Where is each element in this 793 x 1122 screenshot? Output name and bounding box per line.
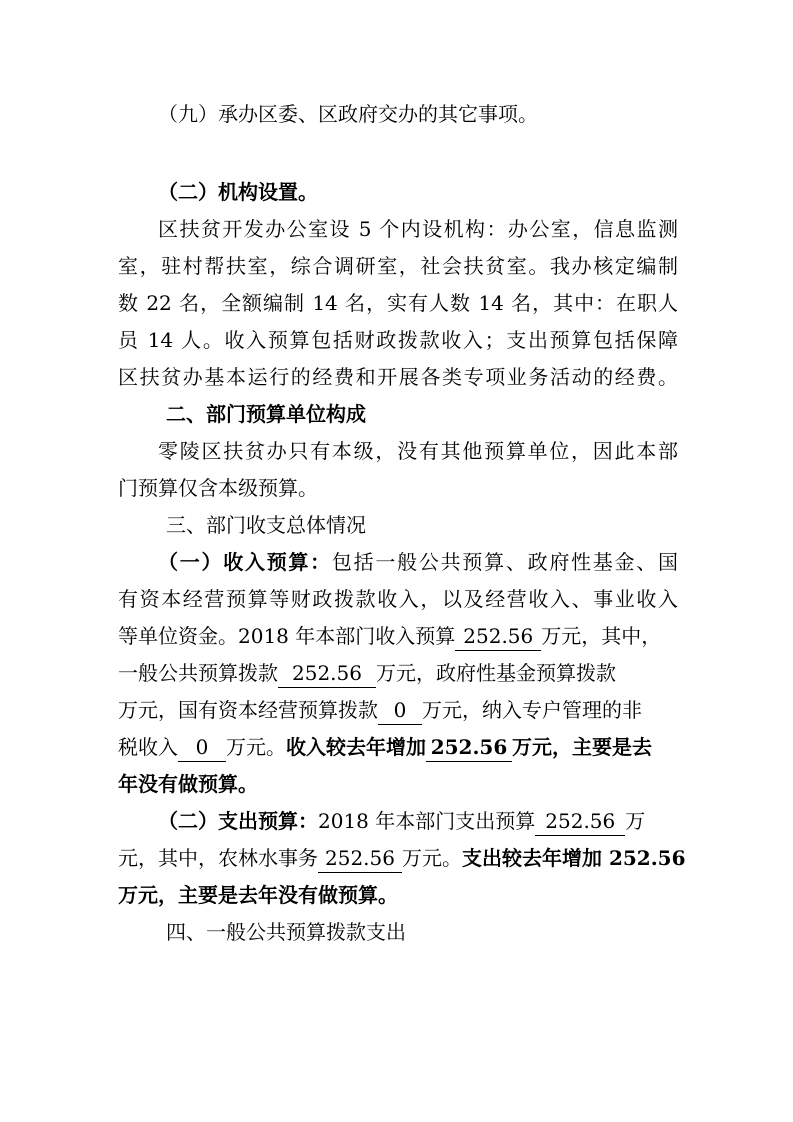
body-text: 万元。 (226, 735, 286, 759)
section-heading-2: 二、部门预算单位构成 (166, 402, 366, 426)
income-budget-line (158, 544, 678, 581)
agriculture-line (118, 840, 686, 877)
income-total-line (118, 618, 661, 655)
body-text: 万元，国有资本经营预算拨款 (118, 698, 378, 722)
body-text: 等单位资金。2018 年本部门收入预算 (118, 624, 456, 648)
section-heading-3: 三、部门收支总体情况 (166, 513, 366, 537)
expenditure-total-value: 252.56 (535, 809, 625, 836)
income-budget-text: 包括一般公共预算、政府性基金、国 (331, 550, 679, 574)
item-nine: （九）承办区委、区政府交办的其它事项。 (158, 102, 538, 126)
body-line: 门预算仅含本级预算。 (118, 476, 318, 500)
body-text: 万元，政府性基金预算拨款 (376, 661, 616, 685)
expenditure-increase-reason: 万元，主要是去年没有做预算。 (118, 883, 398, 907)
body-text: 一般公共预算拨款 (118, 661, 278, 685)
body-line: 员 14 人。收入预算包括财政拨款收入；支出预算包括保障 (118, 328, 678, 352)
body-text: 万 (625, 809, 646, 833)
income-total-value: 252.56 (455, 624, 541, 651)
section-heading-4: 四、一般公共预算拨款支出 (166, 920, 406, 944)
body-text: 万元，其中， (541, 624, 662, 648)
expenditure-budget-line (158, 803, 645, 840)
state-capital-line (118, 692, 642, 729)
body-line: 数 22 名，全额编制 14 名，实有人数 14 名，其中：在职人 (118, 291, 678, 315)
body-text: 税收入 (118, 735, 178, 759)
expenditure-increase-text: 支出较去年增加 252.56 (462, 846, 686, 870)
agriculture-value: 252.56 (318, 846, 402, 873)
body-text: 万元。 (402, 846, 462, 870)
body-line: 室，驻村帮扶室，综合调研室，社会扶贫室。我办核定编制 (118, 254, 678, 278)
income-increase-value: 252.56 (426, 735, 512, 762)
body-line: 区扶贫开发办公室设 5 个内设机构：办公室，信息监测 (158, 217, 678, 241)
income-increase-text: 收入较去年增加 (286, 735, 426, 759)
body-line: 零陵区扶贫办只有本级，没有其他预算单位，因此本部 (158, 439, 678, 463)
body-text: 元，其中，农林水事务 (118, 846, 318, 870)
income-budget-label: （一）收入预算： (158, 550, 332, 574)
body-line: 有资本经营预算等财政拨款收入，以及经营收入、事业收入 (118, 587, 678, 611)
body-text: 万元，纳入专户管理的非 (422, 698, 642, 722)
section-heading-org-setup: （二）机构设置。 (158, 180, 318, 204)
non-tax-line (118, 729, 652, 766)
body-line: 区扶贫办基本运行的经费和开展各类专项业务活动的经费。 (118, 365, 678, 389)
income-increase-reason-end: 年没有做预算。 (118, 772, 258, 796)
general-budget-line (118, 655, 616, 692)
expenditure-budget-label: （二）支出预算： (158, 809, 318, 833)
non-tax-value: 0 (178, 735, 226, 762)
state-capital-value: 0 (378, 698, 422, 725)
general-budget-value: 252.56 (278, 661, 376, 688)
income-increase-reason: 万元，主要是去 (512, 735, 652, 759)
body-text: 2018 年本部门支出预算 (318, 809, 536, 833)
